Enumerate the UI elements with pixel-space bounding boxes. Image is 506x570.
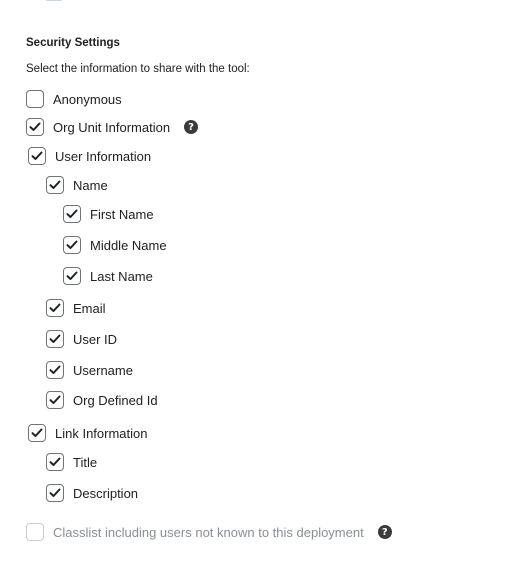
email-label: Email [73, 300, 106, 316]
classlist-label: Classlist including users not known to this deployment [53, 524, 364, 540]
option-anonymous[interactable] [26, 89, 122, 109]
name-label: Name [73, 177, 108, 193]
anonymous-checkbox[interactable] [26, 90, 44, 108]
description-label: Description [73, 485, 139, 501]
option-classlist[interactable] [26, 522, 392, 542]
option-username[interactable] [46, 360, 133, 380]
org-unit-information-checkbox[interactable] [26, 118, 44, 136]
middle-name-checkbox[interactable] [63, 236, 81, 254]
checkmark-icon [29, 122, 41, 132]
checkmark-icon [49, 365, 61, 375]
user-id-label: User ID [73, 331, 118, 347]
option-user-id[interactable] [46, 329, 117, 349]
option-title[interactable] [46, 452, 97, 472]
option-name[interactable] [46, 175, 108, 195]
checkmark-icon [31, 151, 43, 161]
checkmark-icon [49, 303, 61, 313]
email-checkbox[interactable] [46, 299, 64, 317]
first-name-checkbox[interactable] [63, 205, 81, 223]
option-email[interactable] [46, 298, 106, 318]
middle-name-label: Middle Name [90, 237, 167, 253]
option-org-unit-information[interactable] [26, 117, 198, 137]
instruction-text: Select the information to share with the tool: [26, 63, 250, 75]
question-circle-icon[interactable]: ? [378, 525, 392, 539]
link-information-label: Link Information [55, 425, 148, 441]
option-org-defined-id[interactable] [46, 390, 158, 410]
section-title: Security Settings [26, 37, 120, 49]
classlist-checkbox[interactable] [26, 523, 44, 541]
checkmark-icon [66, 209, 78, 219]
user-information-checkbox[interactable] [28, 147, 46, 165]
checkmark-icon [49, 180, 61, 190]
anonymous-label: Anonymous [53, 91, 122, 107]
last-name-label: Last Name [90, 268, 153, 284]
question-circle-icon[interactable]: ? [184, 120, 198, 134]
org-unit-information-label: Org Unit Information [53, 119, 171, 135]
option-link-information[interactable] [28, 423, 148, 443]
title-checkbox[interactable] [46, 453, 64, 471]
option-user-information[interactable] [28, 146, 151, 166]
org-defined-id-checkbox[interactable] [46, 391, 64, 409]
checkmark-icon [66, 240, 78, 250]
checkmark-icon [66, 271, 78, 281]
partial-checkbox-above [44, 0, 64, 1]
checkmark-icon [49, 395, 61, 405]
checkmark-icon [49, 488, 61, 498]
title-label: Title [73, 454, 98, 470]
name-checkbox[interactable] [46, 176, 64, 194]
last-name-checkbox[interactable] [63, 267, 81, 285]
checkmark-icon [49, 334, 61, 344]
org-defined-id-label: Org Defined Id [73, 392, 158, 408]
username-checkbox[interactable] [46, 361, 64, 379]
first-name-label: First Name [90, 206, 154, 222]
checkmark-icon [31, 428, 43, 438]
option-description[interactable] [46, 483, 138, 503]
user-id-checkbox[interactable] [46, 330, 64, 348]
option-middle-name[interactable] [63, 235, 167, 255]
link-information-checkbox[interactable] [28, 424, 46, 442]
checkmark-icon [49, 457, 61, 467]
description-checkbox[interactable] [46, 484, 64, 502]
option-first-name[interactable] [63, 204, 154, 224]
option-last-name[interactable] [63, 266, 153, 286]
username-label: Username [73, 362, 133, 378]
user-information-label: User Information [55, 148, 152, 164]
